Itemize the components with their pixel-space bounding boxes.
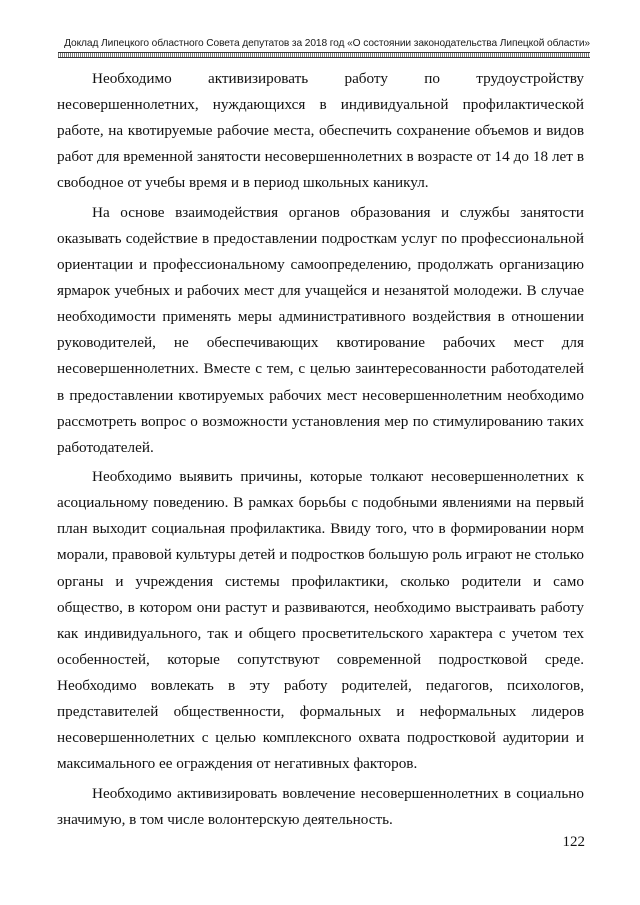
paragraph: Необходимо активизировать работу по трудоустройству несовершеннолетних, нуждающихся в индивидуальной профилактической работе, на квотируемые рабочие места, обеспечить сохранение объемов и видов работ для временной занятости несовершеннолетних в возрасте от 14 до 18 лет в свободное от учебы время и в период школьных каникул.: [57, 70, 584, 192]
page-number: 122: [562, 834, 585, 850]
paragraph: На основе взаимодействия органов образования и службы занятости оказывать содействие в предоставлении подросткам услуг по профессиональной ориентации и профессиональному самоопределению, продолжать организацию ярмарок учебных и рабочих мест для учащейся и незанятой молодежи. В случае необходимости применять меры административного воздействия в отношении руководителей, не обеспечивающих квотирование рабочих мест для несовершеннолетних. Вместе с тем, с целью заинтересованности работодателей в предоставлении квотируемых рабочих мест несовершеннолетним необходимо рассмотреть вопрос о возможности установления мер по стимулированию таких работодателей.: [57, 203, 584, 456]
header-divider: [58, 52, 590, 58]
paragraph: Необходимо выявить причины, которые толкают несовершеннолетних к асоциальному поведению. В рамках борьбы с подобными явлениями на первый план выходит социальная профилактика. Ввиду того, что в формировании норм морали, правовой культуры детей и подростков большую роль играют не столько органы и учреждения системы профилактики, сколько родители и само общество, в котором они растут и развиваются, необходимо выстраивать работу как индивидуального, так и общего просветительского характера с учетом тех особенностей, которые сопутствуют современной подростковой среде. Необходимо вовлекать в эту работу родителей, педагогов, психологов, представителей общественности, формальных и неформальных лидеров несовершеннолетних с целью комплексного охвата подростковой аудитории и максимального ее ограждения от негативных факторов.: [57, 468, 584, 773]
document-body: [57, 66, 584, 836]
document-header: Доклад Липецкого областного Совета депутатов за 2018 год «О состоянии законодательства Липецкой области»: [64, 38, 590, 49]
paragraph: Необходимо активизировать вовлечение несовершеннолетних в социально значимую, в том числе волонтерскую деятельность.: [57, 784, 584, 828]
